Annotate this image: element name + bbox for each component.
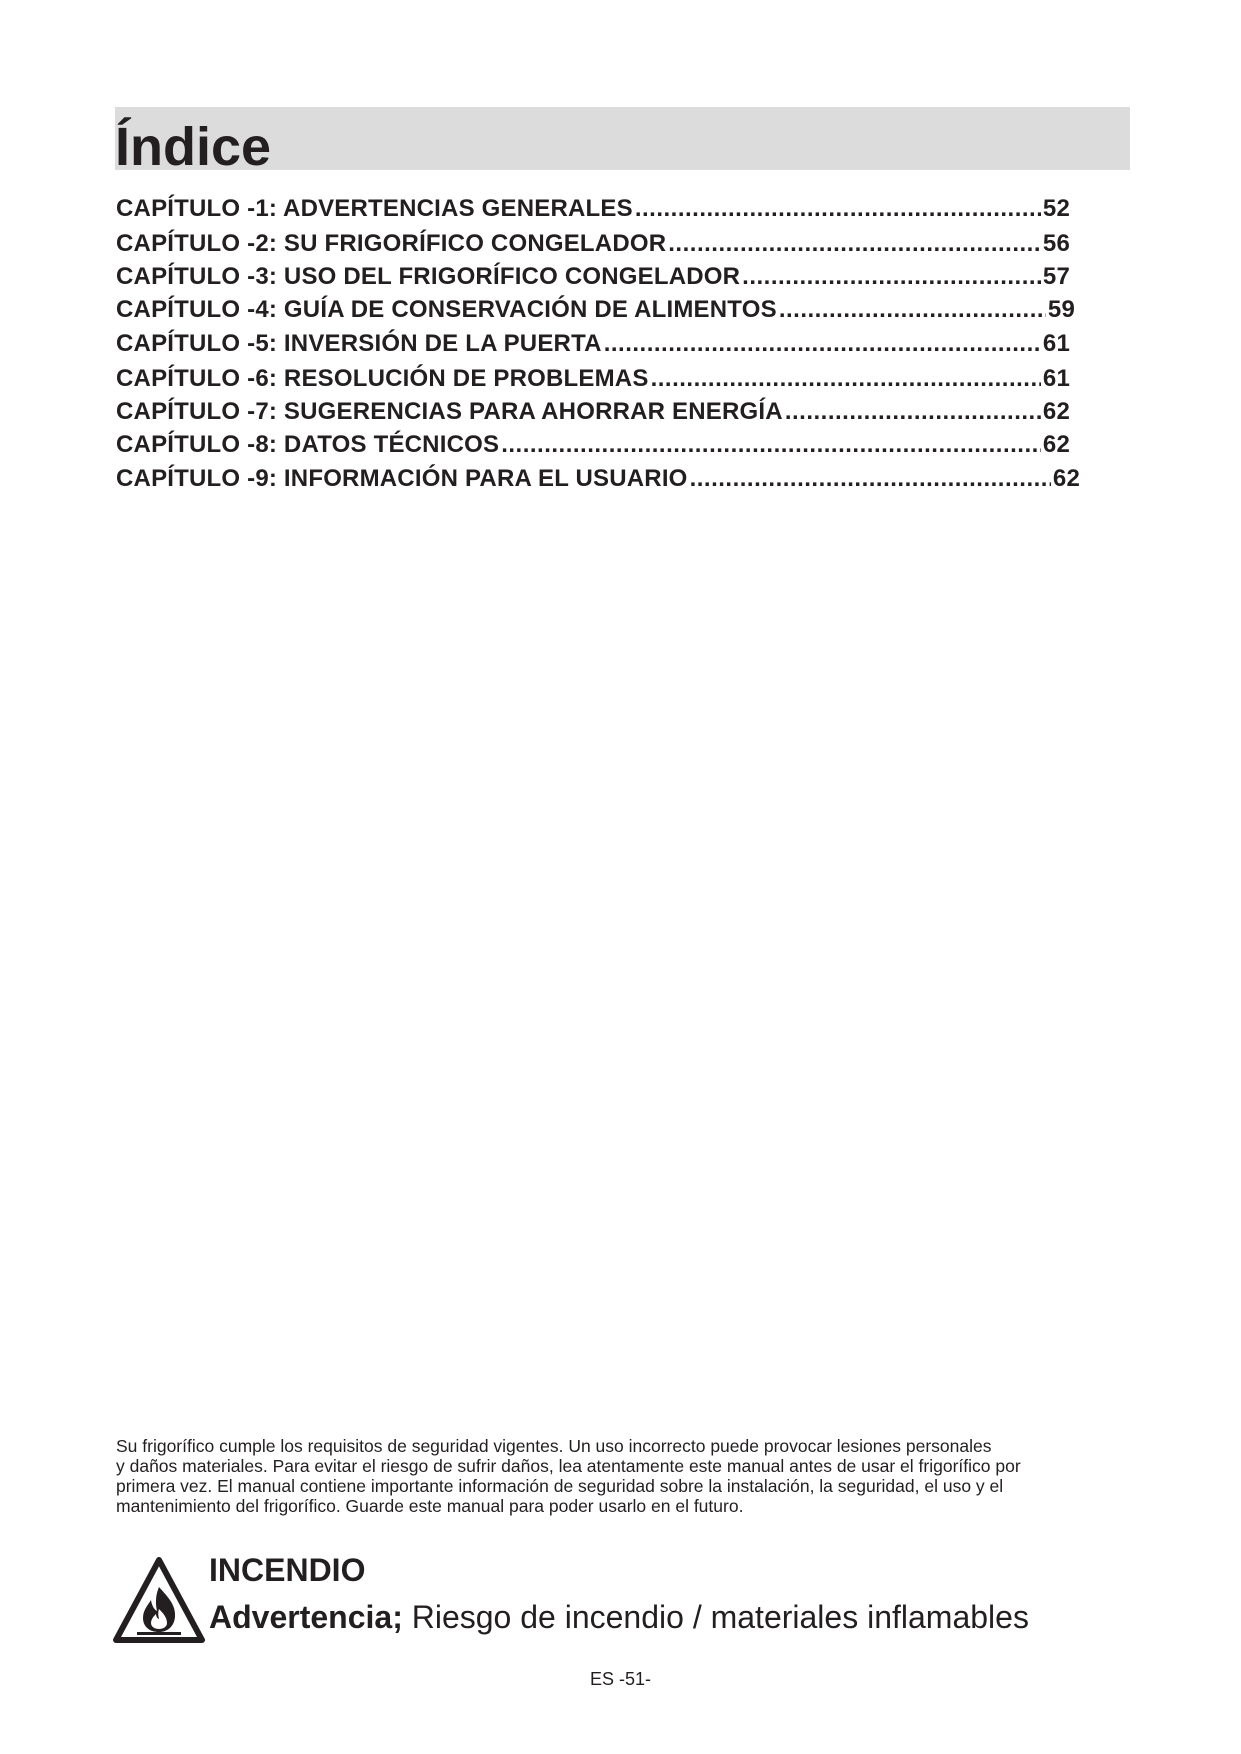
page-title: Índice (115, 117, 272, 177)
intro-line: y daños materiales. Para evitar el riesgo de sufrir daños, lea atentamente este manual antes de usar el frigorífico por (116, 1456, 1021, 1476)
toc-page: 59 (1047, 296, 1075, 323)
toc-page: 62 (1052, 465, 1080, 492)
warning-description: Riesgo de incendio / materiales inflamables (402, 1599, 1029, 1635)
toc-chapter: CAPÍTULO -5: INVERSIÓN DE LA PUERTA (116, 330, 602, 357)
toc-page: 62 (1042, 398, 1070, 425)
intro-line: mantenimiento del frigorífico. Guarde este manual para poder usarlo en el futuro. (116, 1496, 744, 1516)
toc-entry[interactable] (116, 295, 1075, 325)
toc-entry[interactable] (116, 364, 1070, 394)
toc-chapter: CAPÍTULO -6: RESOLUCIÓN DE PROBLEMAS (116, 365, 649, 392)
fire-warning-icon (113, 1557, 205, 1643)
toc-chapter: CAPÍTULO -4: GUÍA DE CONSERVACIÓN DE ALIMENTOS (116, 296, 777, 323)
toc-entry[interactable] (116, 430, 1070, 460)
toc-chapter: CAPÍTULO -7: SUGERENCIAS PARA AHORRAR ENERGÍA (116, 398, 783, 425)
intro-line: Su frigorífico cumple los requisitos de seguridad vigentes. Un uso incorrecto puede provocar lesiones personales (116, 1436, 992, 1456)
toc-chapter: CAPÍTULO -3: USO DEL FRIGORÍFICO CONGELADOR (116, 263, 741, 290)
toc-entry[interactable] (116, 397, 1070, 427)
toc-entry[interactable] (116, 194, 1070, 224)
toc-page: 52 (1042, 195, 1070, 222)
toc-entry[interactable] (116, 229, 1070, 259)
toc-chapter: CAPÍTULO -1: ADVERTENCIAS GENERALES (116, 195, 633, 222)
toc-chapter: CAPÍTULO -8: DATOS TÉCNICOS (116, 431, 500, 458)
safety-intro-paragraph (116, 1436, 1126, 1516)
warning-heading: INCENDIO (209, 1552, 366, 1588)
page-number: ES -51- (589, 1669, 652, 1689)
toc-page: 57 (1042, 263, 1070, 290)
toc-page: 62 (1042, 431, 1070, 458)
toc-entry[interactable] (116, 329, 1070, 359)
toc-page: 61 (1042, 330, 1070, 357)
toc-entry[interactable] (116, 262, 1070, 292)
toc-page: 61 (1042, 365, 1070, 392)
intro-line: primera vez. El manual contiene importante información de seguridad sobre la instalación, la seguridad, el uso y el (116, 1476, 1004, 1496)
toc-chapter: CAPÍTULO -2: SU FRIGORÍFICO CONGELADOR (116, 230, 667, 257)
toc-entry[interactable] (116, 464, 1080, 494)
toc-page: 56 (1042, 230, 1070, 257)
warning-text (209, 1597, 1029, 1637)
warning-label: Advertencia; (209, 1599, 403, 1635)
toc-chapter: CAPÍTULO -9: INFORMACIÓN PARA EL USUARIO (116, 465, 688, 492)
